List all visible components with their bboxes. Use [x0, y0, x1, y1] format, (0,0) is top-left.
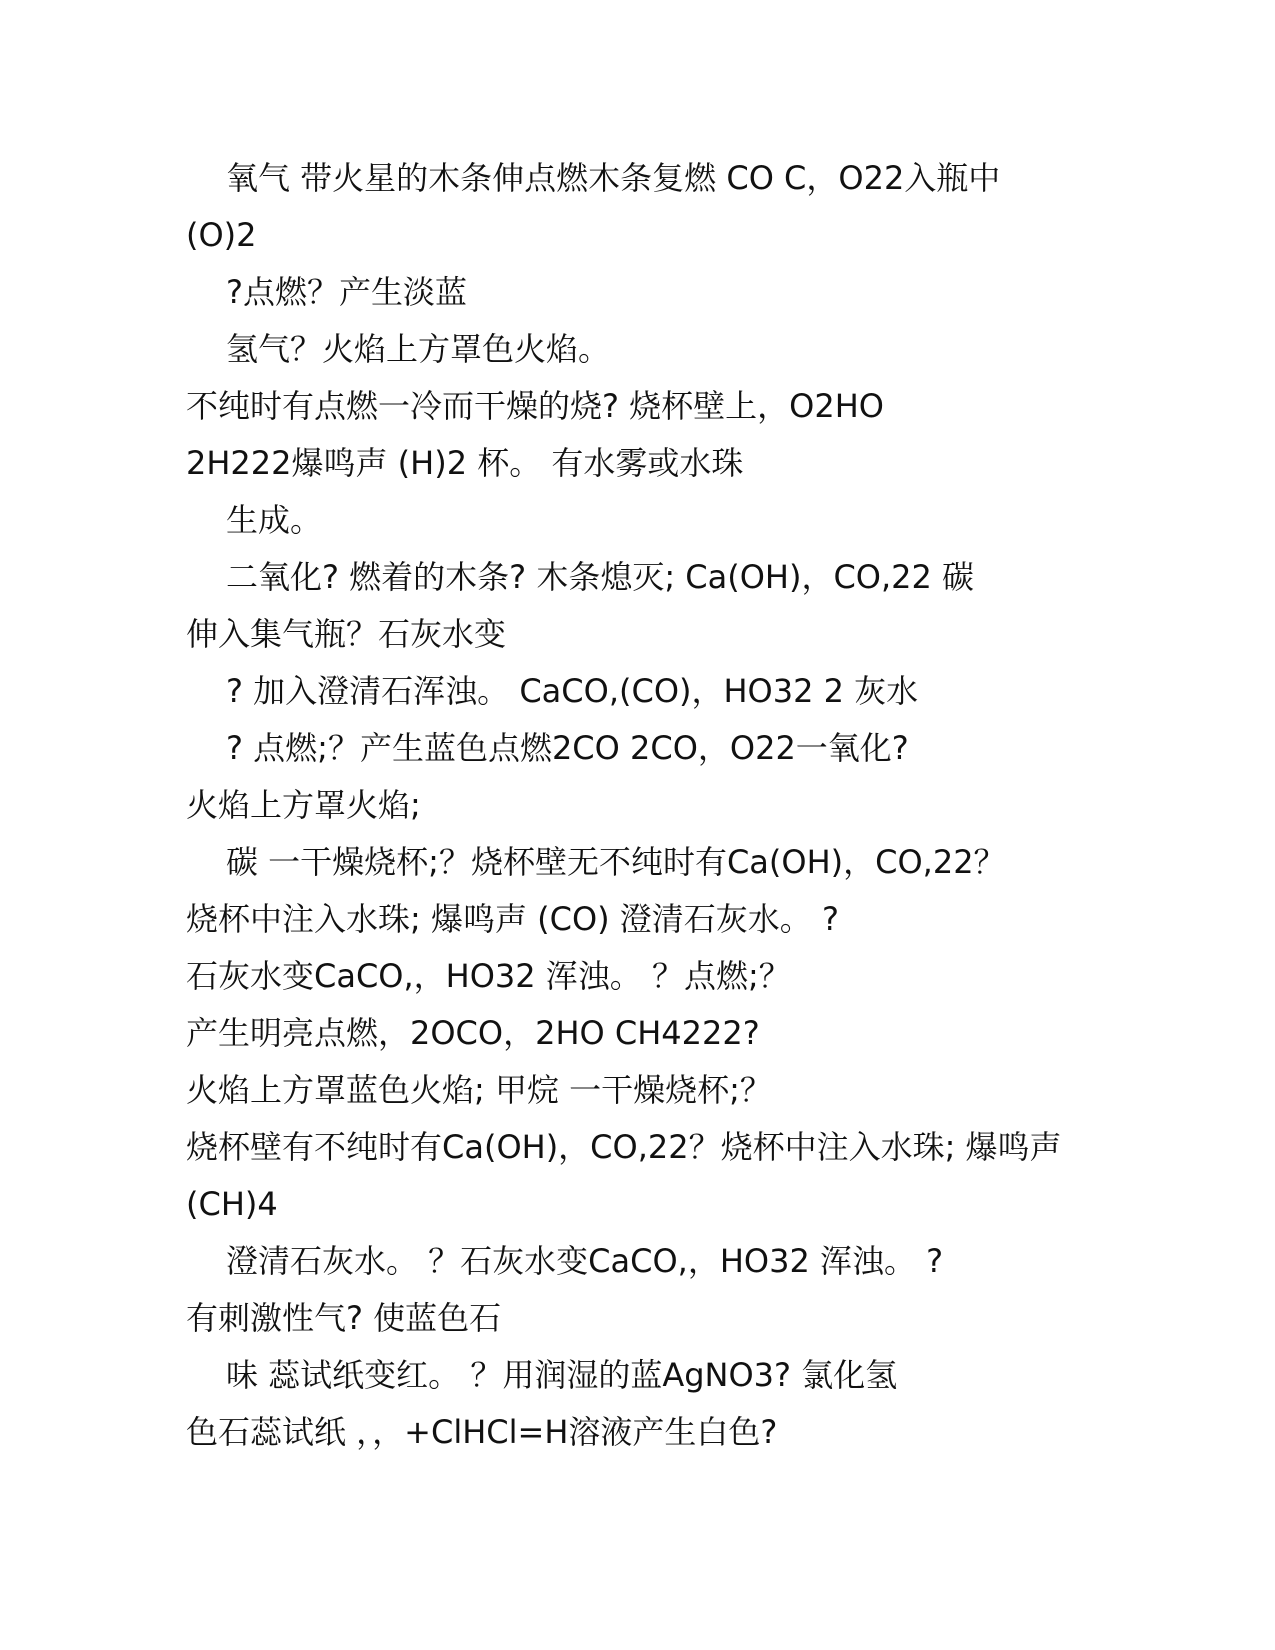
text-line: 碳 一干燥烧杯;？烧杯壁无不纯时有Ca(OH)，CO,22？: [226, 843, 1006, 881]
text-line: 烧杯壁有不纯时有Ca(OH)，CO,22？烧杯中注入水珠; 爆鸣声: [186, 1128, 1062, 1166]
text-line: ? 加入澄清石浑浊。 CaCO,(CO)，HO32 2 灰水: [226, 672, 919, 710]
text-line: (O)2: [186, 216, 257, 254]
text-line: 石灰水变CaCO,，HO32 浑浊。 ？点燃;？: [186, 957, 791, 995]
text-line: ?点燃？产生淡蓝: [226, 273, 467, 311]
text-line: 色石蕊试纸 ，，+ClHCl=H溶液产生白色?: [186, 1413, 778, 1451]
text-line: ? 点燃;？产生蓝色点燃2CO 2CO，O22一氧化?: [226, 729, 909, 767]
text-line: 有刺激性气? 使蓝色石: [186, 1299, 502, 1337]
text-line: 澄清石灰水。 ？石灰水变CaCO,，HO32 浑浊。 ?: [226, 1242, 944, 1280]
text-line: 产生明亮点燃，2OCO，2HO CH4222?: [186, 1014, 760, 1052]
text-line: 2H222爆鸣声 (H)2 杯。 有水雾或水珠: [186, 444, 744, 482]
text-line: 味 蕊试纸变红。 ？用润湿的蓝AgNO3? 氯化氢: [226, 1356, 898, 1394]
text-line: 火焰上方罩火焰;: [186, 786, 421, 824]
text-line: (CH)4: [186, 1185, 278, 1223]
text-line: 火焰上方罩蓝色火焰; 甲烷 一干燥烧杯;？: [186, 1071, 772, 1109]
text-line: 烧杯中注入水珠; 爆鸣声 (CO) 澄清石灰水。 ?: [186, 900, 839, 938]
text-line: 生成。: [226, 501, 323, 539]
text-line: 氢气？火焰上方罩色火焰。: [226, 330, 611, 368]
text-line: 二氧化? 燃着的木条? 木条熄灭; Ca(OH)，CO,22 碳: [226, 558, 975, 596]
text-line: 不纯时有点燃一冷而干燥的烧? 烧杯壁上，O2HO: [186, 387, 884, 425]
document-body: [186, 150, 1086, 1461]
text-line: 伸入集气瓶？石灰水变: [186, 615, 507, 653]
text-line: 氧气 带火星的木条伸点燃木条复燃 CO C，O22入瓶中: [226, 159, 1001, 197]
